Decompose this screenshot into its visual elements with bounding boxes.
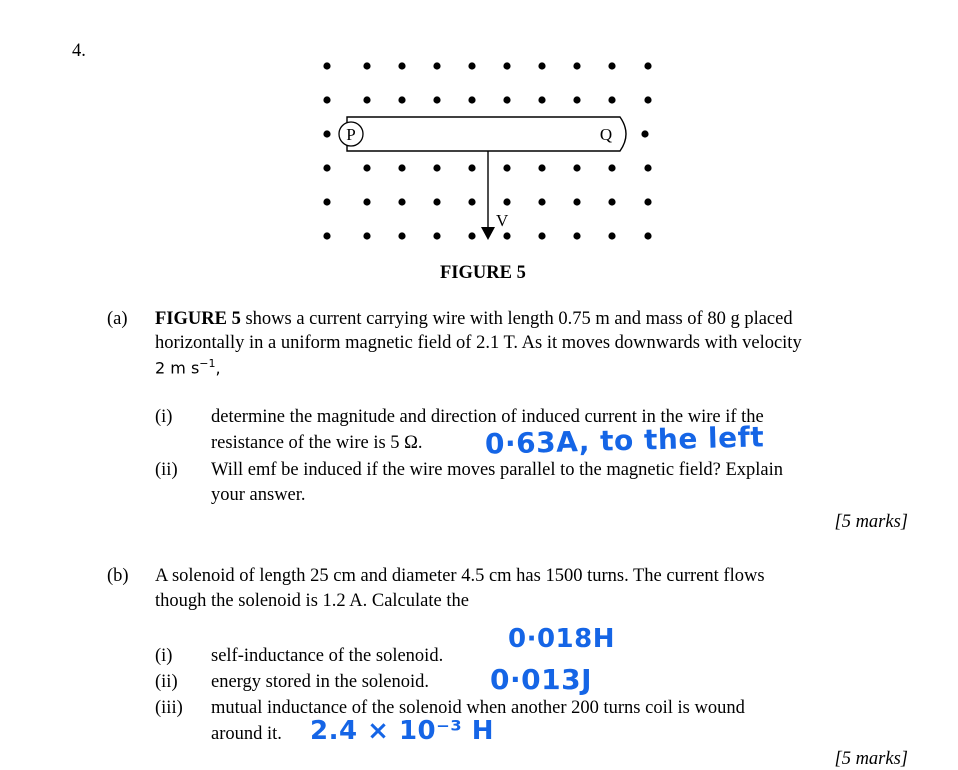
field-dot [398, 96, 405, 103]
field-dot [573, 164, 580, 171]
field-dot [573, 198, 580, 205]
field-dot [538, 164, 545, 171]
field-dot [644, 164, 651, 171]
field-dot [468, 164, 475, 171]
part-a-line2: horizontally in a uniform magnetic field of 2.1 T. As it moves downwards with velocity [155, 333, 802, 353]
part-b-i-text: self-inductance of the solenoid. [211, 646, 444, 666]
field-dot [608, 164, 615, 171]
part-a-ii-line1: Will emf be induced if the wire moves parallel to the magnetic field? Explain [211, 460, 784, 480]
field-dot [644, 232, 651, 239]
field-dot [608, 62, 615, 69]
end-p-label: P [346, 125, 356, 144]
field-dot [433, 232, 440, 239]
part-a-i-line1: determine the magnitude and direction of induced current in the wire if the [211, 407, 764, 427]
part-b-iii-line2: around it. [211, 724, 282, 744]
part-b-line1: A solenoid of length 25 cm and diameter 4.5 cm has 1500 turns. The current flows [155, 566, 765, 586]
field-dot [323, 198, 330, 205]
field-dot [608, 198, 615, 205]
field-dot [398, 232, 405, 239]
magnetic-field-diagram [300, 50, 670, 260]
velocity-value: 2 m s [155, 358, 200, 378]
part-b-iii-label: (iii) [155, 698, 183, 718]
field-dot [503, 198, 510, 205]
part-b-i-label: (i) [155, 646, 173, 666]
part-a-label: (a) [107, 309, 128, 329]
field-dot [363, 164, 370, 171]
part-a-line1-text: shows a current carrying wire with length 0.75 m and mass of 80 g placed [245, 309, 793, 329]
velocity-exponent: −1 [199, 357, 216, 370]
field-dot [468, 96, 475, 103]
part-a-marks: [5 marks] [834, 512, 908, 532]
field-dot [503, 164, 510, 171]
end-q-label: Q [599, 125, 613, 144]
figure-5 [300, 50, 670, 260]
field-dot [503, 96, 510, 103]
field-dot [363, 198, 370, 205]
part-b-label: (b) [107, 566, 129, 586]
field-dot [363, 62, 370, 69]
field-dot [323, 96, 330, 103]
part-a-ii-line2: your answer. [211, 485, 306, 505]
field-dot [608, 232, 615, 239]
velocity-arrowhead [481, 227, 495, 240]
field-dot [433, 62, 440, 69]
field-dot [363, 232, 370, 239]
field-dot [468, 198, 475, 205]
part-b-marks: [5 marks] [834, 749, 908, 769]
field-dot [641, 130, 648, 137]
figure-reference: FIGURE 5 [155, 309, 241, 329]
field-dot [644, 198, 651, 205]
handwritten-answer-b-i: 0·018H [508, 624, 615, 654]
field-dot [323, 130, 330, 137]
field-dot [538, 62, 545, 69]
part-b-line2: though the solenoid is 1.2 A. Calculate the [155, 591, 469, 611]
field-dot [644, 96, 651, 103]
part-b-ii-text: energy stored in the solenoid. [211, 672, 430, 692]
part-a-line1 [155, 308, 793, 330]
field-dot [503, 62, 510, 69]
field-dot [538, 232, 545, 239]
part-a-ii-label: (ii) [155, 460, 178, 480]
field-dot [538, 96, 545, 103]
part-b-ii-label: (ii) [155, 672, 178, 692]
field-dot [503, 232, 510, 239]
field-dot [433, 164, 440, 171]
field-dot [323, 62, 330, 69]
part-a-velocity [155, 357, 221, 378]
field-dot [468, 232, 475, 239]
field-dot [398, 62, 405, 69]
field-dot [363, 96, 370, 103]
handwritten-answer-a-i: 0·63A, to the left [484, 420, 765, 461]
field-dot [323, 164, 330, 171]
handwritten-answer-b-ii: 0·013J [490, 663, 592, 696]
field-dot [573, 62, 580, 69]
part-b-iii-line1: mutual inductance of the solenoid when another 200 turns coil is wound [211, 698, 745, 718]
field-dot [468, 62, 475, 69]
velocity-label: V [496, 211, 509, 230]
field-dot [398, 198, 405, 205]
figure-caption: FIGURE 5 [440, 263, 526, 283]
field-dot [538, 198, 545, 205]
question-number: 4. [72, 41, 86, 61]
field-dot [644, 62, 651, 69]
field-dot [433, 96, 440, 103]
field-dot [323, 232, 330, 239]
part-a-i-line2: resistance of the wire is 5 Ω. [211, 433, 423, 453]
field-dot [433, 198, 440, 205]
velocity-tail: , [215, 358, 221, 378]
handwritten-answer-b-iii: 2.4 × 10⁻³ H [310, 716, 495, 746]
field-dot [398, 164, 405, 171]
wire-pq [347, 117, 626, 151]
field-dot [608, 96, 615, 103]
field-dot [573, 232, 580, 239]
field-dot [573, 96, 580, 103]
part-a-i-label: (i) [155, 407, 173, 427]
